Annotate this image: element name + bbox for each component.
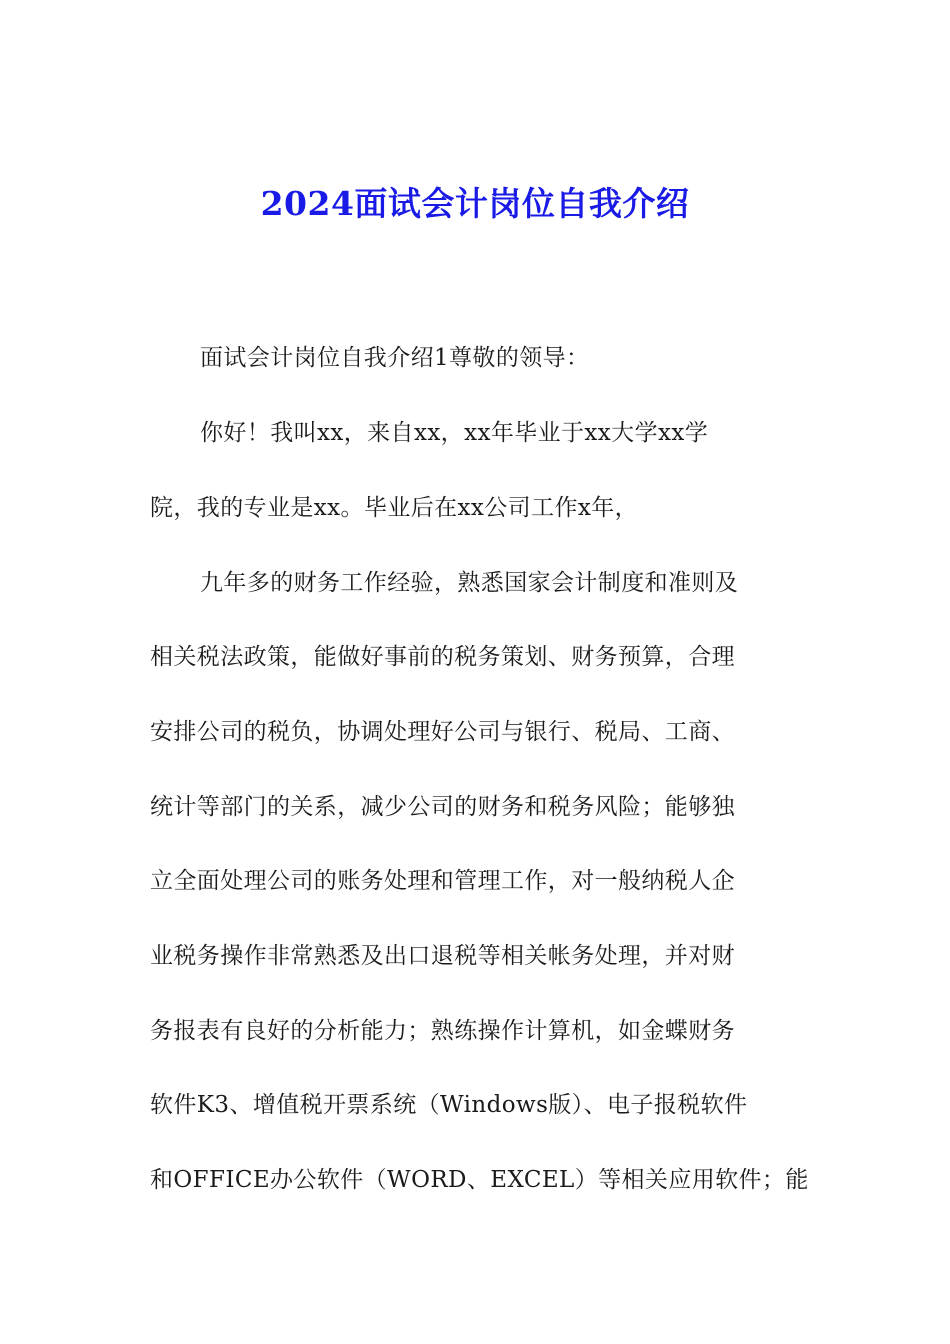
paragraph-line-1: 面试会计岗位自我介绍1尊敬的领导： — [200, 345, 590, 371]
paragraph-line-12: 和OFFICE办公软件（WORD、EXCEL）等相关应用软件；能 — [150, 1167, 809, 1193]
paragraph-line-6: 安排公司的税负，协调处理好公司与银行、税局、工商、 — [150, 719, 735, 745]
paragraph-line-9: 业税务操作非常熟悉及出口退税等相关帐务处理，并对财 — [150, 943, 735, 969]
paragraph-line-2: 你好！我叫xx，来自xx，xx年毕业于xx大学xx学 — [200, 420, 709, 446]
paragraph-line-5: 相关税法政策，能做好事前的税务策划、财务预算，合理 — [150, 644, 735, 670]
document-title: 2024面试会计岗位自我介绍 — [260, 184, 690, 223]
paragraph-line-10: 务报表有良好的分析能力；熟练操作计算机，如金蝶财务 — [150, 1018, 735, 1044]
paragraph-line-11: 软件K3、增值税开票系统（Windows版）、电子报税软件 — [150, 1092, 748, 1118]
paragraph-line-8: 立全面处理公司的账务处理和管理工作，对一般纳税人企 — [150, 868, 735, 894]
paragraph-line-3: 院，我的专业是xx。毕业后在xx公司工作x年， — [150, 495, 639, 521]
paragraph-line-7: 统计等部门的关系，减少公司的财务和税务风险；能够独 — [150, 794, 735, 820]
paragraph-line-4: 九年多的财务工作经验，熟悉国家会计制度和准则及 — [200, 570, 739, 596]
